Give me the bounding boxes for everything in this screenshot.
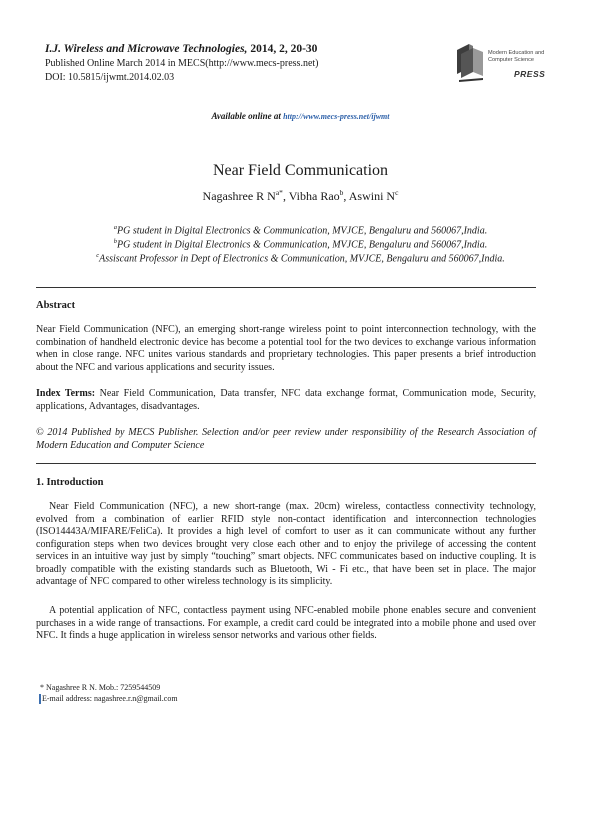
affiliation-text: PG student in Digital Electronics & Communication, MVJCE, Bengaluru and 560067,India. (117, 225, 488, 237)
journal-issue: 2014, 2, 20-30 (247, 43, 318, 55)
author-sup: b (339, 188, 344, 197)
footnote-marker (39, 694, 41, 704)
affiliation (0, 238, 601, 250)
paper-title: Near Field Communication (212, 162, 389, 179)
affiliation-sup: a (113, 224, 118, 231)
index-terms-text: Near Field Communication, Data transfer, NFC data exchange format, Communication mode, Security, applications, Advantages, disadvantages. (36, 388, 537, 412)
journal-url-link[interactable]: http://www.mecs-press.net/ijwmt (283, 112, 390, 121)
availability-label: Available online at (211, 111, 284, 121)
introduction-paragraph: Near Field Communication (NFC), a new short-range (max. 20cm) wireless, contactless connectivity technology, evolved from a combination of earlier RFID style non-contact identification and interconnection technologies (ISO14443A/MIFARE/FeliCa). It provides a high level of comfort to user as it can communicate without any further configuration steps when two devices brought very close each other and to enjoy the privilege of accessing the content services in an intuitive way just by simply “touching” smart objects. NFC communicates based on inductive coupling. It is broadly compatible with the existing standards such as Bluetooth, Wi - Fi etc., that have been set in place. The major advantage of NFC compared to other wireless technology is its simplicity. (36, 501, 536, 587)
author-separator: , (343, 189, 349, 203)
published-line: Published Online March 2014 in MECS(http://www.mecs-press.net) (45, 58, 319, 69)
availability-line (0, 111, 601, 121)
publisher-logo-text: Modern Education and Computer Science (488, 50, 545, 63)
section-divider (36, 463, 536, 464)
journal-name: I.J. Wireless and Microwave Technologies, (45, 43, 248, 55)
affiliation (0, 224, 601, 236)
publisher-logo-icon (453, 40, 563, 88)
author-list (0, 188, 601, 204)
footnote-contact: * Nagashree R N. Mob.: 7259544509 (40, 683, 161, 692)
publisher-logo-press: PRESS (514, 69, 546, 79)
abstract-text: Near Field Communication (NFC), an emerging short-range wireless point to point interconnection technology, with the combination of handheld electronic device has become a potential tool for the two devices to exchange various information when in close range. NFC unites various standards and proprietary technologies. This paper presents a brief introduction about the NFC and various applications and security issues. (36, 324, 536, 373)
copyright-notice: © 2014 Published by MECS Publisher. Selection and/or peer review under responsibility of the Research Association of Modern Education and Computer Science (36, 427, 536, 451)
affiliation-sup: c (96, 252, 100, 259)
abstract-heading: Abstract (36, 300, 76, 311)
section-divider (36, 287, 536, 288)
index-terms-label: Index Terms: (36, 388, 96, 399)
author-name: Vibha Rao (288, 189, 340, 203)
author-sup: a* (275, 188, 283, 197)
author-separator: , (282, 189, 289, 203)
introduction-paragraph: A potential application of NFC, contactless payment using NFC-enabled mobile phone enables secure and convenient purchases in a wide range of transactions. For example, a credit card could be integrated into a mobile phone and used over NFC. It finds a huge application in wireless sensor networks and various other fields. (36, 605, 536, 641)
affiliation-text: Assiscant Professor in Dept of Electronics & Communication, MVJCE, Bengaluru and 560067,India. (99, 253, 505, 265)
index-terms (36, 388, 536, 413)
author-name: Nagashree R N (202, 189, 276, 203)
author-name: Aswini N (348, 189, 396, 203)
footnote-email: E-mail address: nagashree.r.n@gmail.com (42, 694, 178, 703)
affiliation-sup: b (113, 238, 118, 245)
doi-line: DOI: 10.5815/ijwmt.2014.02.03 (45, 72, 175, 83)
journal-title (45, 43, 317, 55)
affiliation (0, 252, 601, 264)
affiliation-text: PG student in Digital Electronics & Communication, MVJCE, Bengaluru and 560067,India. (117, 239, 488, 251)
introduction-heading: 1. Introduction (36, 477, 104, 488)
author-sup: c (395, 188, 399, 197)
